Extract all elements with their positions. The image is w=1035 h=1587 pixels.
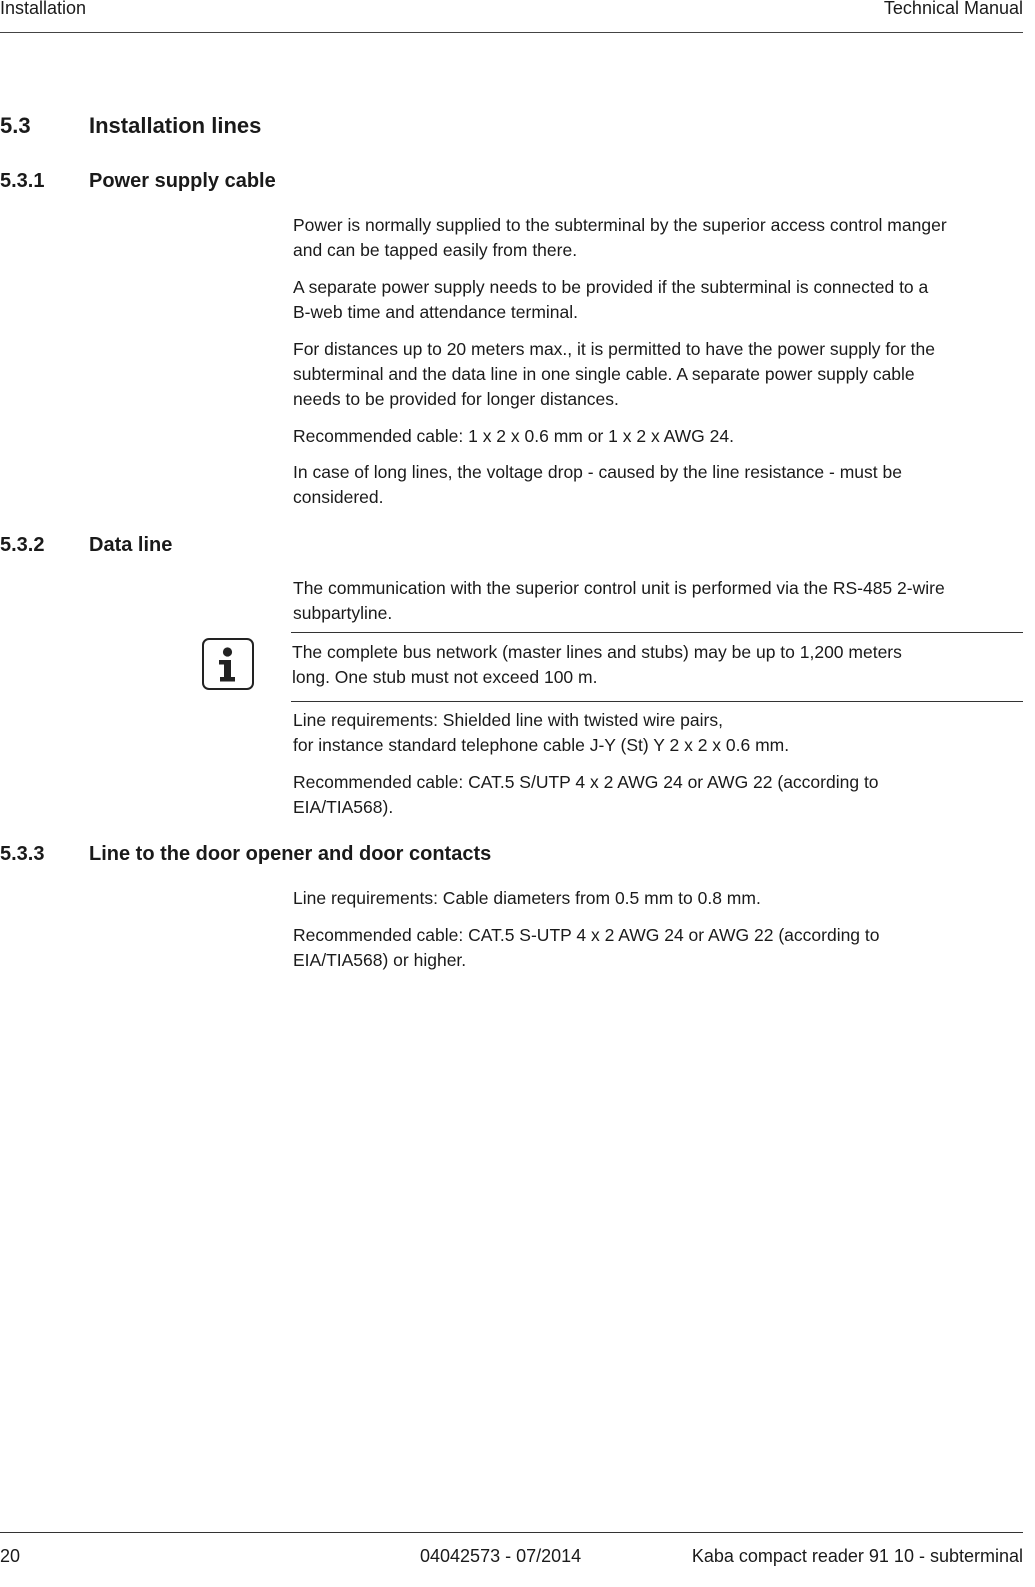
product-name: Kaba compact reader 91 10 - subterminal xyxy=(691,1546,1023,1566)
subsection-title: Line to the door opener and door contacts xyxy=(89,843,492,865)
text-line: needs to be provided for longer distances. xyxy=(293,389,619,409)
section-number: 5.3 xyxy=(0,113,31,138)
text-line: Recommended cable: CAT.5 S/UTP 4 x 2 AWG 24 or AWG 22 (according to xyxy=(293,772,879,792)
header-manual-title: Technical Manual xyxy=(883,0,1023,18)
paragraph xyxy=(293,708,1025,758)
paragraph xyxy=(293,770,1025,820)
text-line: long. One stub must not exceed 100 m. xyxy=(292,667,598,687)
text-line: The communication with the superior control unit is performed via the RS-485 2-wire xyxy=(293,578,945,598)
subsection-number: 5.3.3 xyxy=(0,843,45,865)
text-line: EIA/TIA568) or higher. xyxy=(293,950,467,970)
paragraph xyxy=(293,213,1025,263)
subsection-heading-data-line xyxy=(0,533,700,557)
info-icon xyxy=(202,638,254,690)
paragraph xyxy=(293,923,1025,973)
text-line: Power is normally supplied to the subterminal by the superior access control manger xyxy=(293,215,947,235)
text-line: and can be tapped easily from there. xyxy=(293,240,578,260)
section-heading xyxy=(0,113,600,139)
text-line: The complete bus network (master lines and stubs) may be up to 1,200 meters xyxy=(292,642,902,662)
text-line: considered. xyxy=(293,487,384,507)
text-line: Line requirements: Shielded line with twisted wire pairs, xyxy=(293,710,723,730)
paragraph xyxy=(293,576,1025,626)
subsection-heading-door-opener xyxy=(0,842,700,866)
text-line: For distances up to 20 meters max., it is permitted to have the power supply for the xyxy=(293,339,935,359)
footer-rule xyxy=(0,1532,1023,1533)
text-line: Line requirements: Cable diameters from 0.5 mm to 0.8 mm. xyxy=(293,888,761,908)
text-line: Recommended cable: 1 x 2 x 0.6 mm or 1 x 2 x AWG 24. xyxy=(293,426,734,446)
header-chapter: Installation xyxy=(0,0,87,18)
subsection-number: 5.3.2 xyxy=(0,534,45,556)
subsection-title: Data line xyxy=(89,534,173,556)
document-number: 04042573 - 07/2014 xyxy=(420,1546,582,1566)
text-line: Recommended cable: CAT.5 S-UTP 4 x 2 AWG 24 or AWG 22 (according to xyxy=(293,925,880,945)
section-title: Installation lines xyxy=(89,113,262,138)
paragraph xyxy=(293,424,1025,449)
note-text xyxy=(292,640,1024,690)
text-line: for instance standard telephone cable J-Y (St) Y 2 x 2 x 0.6 mm. xyxy=(293,735,790,755)
paragraph xyxy=(293,337,1025,412)
paragraph xyxy=(293,886,1025,911)
text-line: A separate power supply needs to be provided if the subterminal is connected to a xyxy=(293,277,929,297)
subsection-number: 5.3.1 xyxy=(0,170,45,192)
text-line: subpartyline. xyxy=(293,603,393,623)
paragraph xyxy=(293,460,1025,510)
text-line: subterminal and the data line in one single cable. A separate power supply cable xyxy=(293,364,915,384)
note-top-rule xyxy=(291,632,1023,633)
text-line: EIA/TIA568). xyxy=(293,797,394,817)
note-bottom-rule xyxy=(291,701,1023,702)
paragraph xyxy=(293,275,1025,325)
header-rule xyxy=(0,32,1023,33)
text-line: B-web time and attendance terminal. xyxy=(293,302,579,322)
text-line: In case of long lines, the voltage drop - caused by the line resistance - must be xyxy=(293,462,902,482)
subsection-heading-power-supply xyxy=(0,169,700,193)
subsection-title: Power supply cable xyxy=(89,170,276,192)
page-number: 20 xyxy=(0,1546,21,1566)
